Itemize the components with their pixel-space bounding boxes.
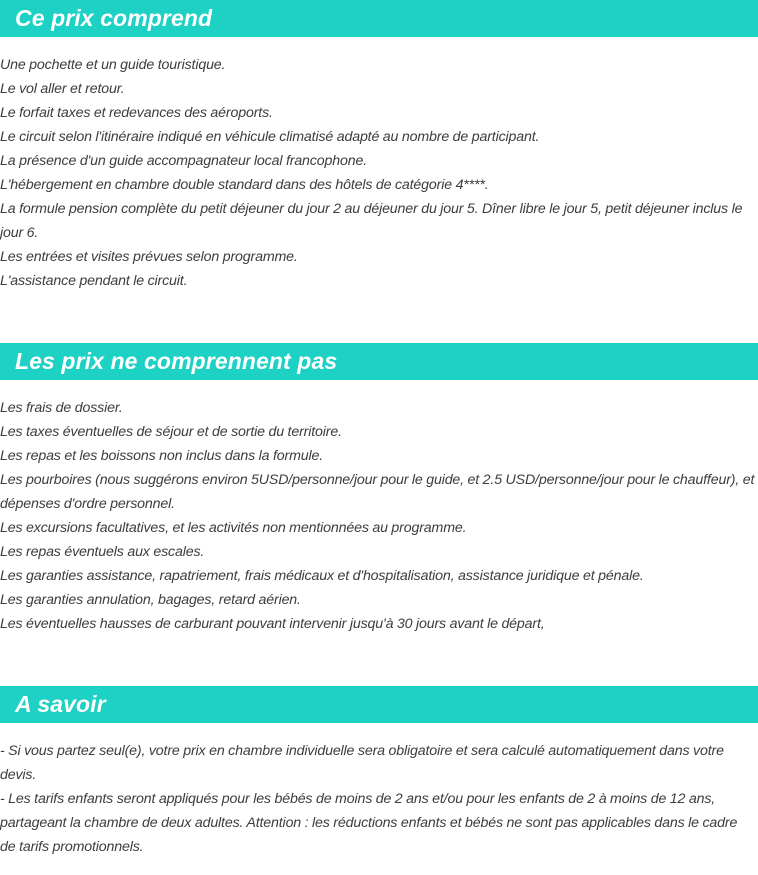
list-item: Les éventuelles hausses de carburant pouvant intervenir jusqu'à 30 jours avant le départ, <box>0 616 545 632</box>
list-item: Les repas et les boissons non inclus dans la formule. <box>0 448 324 464</box>
list-item: Le vol aller et retour. <box>0 81 125 97</box>
list-item: Les repas éventuels aux escales. <box>0 544 205 560</box>
section-list <box>0 396 758 636</box>
list-item: Les garanties assistance, rapatriement, frais médicaux et d'hospitalisation, assistance juridique et pénale. <box>0 568 644 584</box>
list-item: Les pourboires (nous suggérons environ 5USD/personne/jour pour le guide, et 2.5 USD/personne/jour pour le chauffeur), et dépenses d'ordre personnel. <box>0 472 755 512</box>
section-title: A savoir <box>15 691 106 717</box>
list-item: Le circuit selon l'itinéraire indiqué en véhicule climatisé adapté au nombre de participant. <box>0 129 540 145</box>
list-item: Le forfait taxes et redevances des aéroports. <box>0 105 273 121</box>
section-header-band <box>0 343 758 380</box>
list-item: Les excursions facultatives, et les activités non mentionnées au programme. <box>0 520 467 536</box>
section-price-excludes <box>0 343 758 636</box>
section-good-to-know <box>0 686 758 859</box>
list-item: Les garanties annulation, bagages, retard aérien. <box>0 592 301 608</box>
section-list <box>0 53 758 293</box>
list-item: L'hébergement en chambre double standard dans des hôtels de catégorie 4****. <box>0 177 489 193</box>
list-item: Les entrées et visites prévues selon programme. <box>0 249 298 265</box>
list-item: - Si vous partez seul(e), votre prix en chambre individuelle sera obligatoire et sera calculé automatiquement dans votre devis. <box>0 743 724 783</box>
list-item: Les taxes éventuelles de séjour et de sortie du territoire. <box>0 424 342 440</box>
section-title: Ce prix comprend <box>15 5 213 31</box>
list-item: Les frais de dossier. <box>0 400 123 416</box>
list-item: La présence d'un guide accompagnateur local francophone. <box>0 153 367 169</box>
list-item: Une pochette et un guide touristique. <box>0 57 226 73</box>
section-title: Les prix ne comprennent pas <box>15 348 338 374</box>
list-item: La formule pension complète du petit déjeuner du jour 2 au déjeuner du jour 5. Dîner libre le jour 5, petit déjeuner inclus le jour 6. <box>0 201 743 241</box>
section-header-band <box>0 686 758 723</box>
list-item: - Les tarifs enfants seront appliqués pour les bébés de moins de 2 ans et/ou pour les enfants de 2 à moins de 12 ans, partageant la chambre de deux adultes. Attention : les réductions enfants et bébés ne sont pas applicables dans le cadre de tarifs promotionnels. <box>0 791 738 855</box>
section-header-band <box>0 0 758 37</box>
section-price-includes <box>0 0 758 293</box>
section-list <box>0 739 758 859</box>
list-item: L'assistance pendant le circuit. <box>0 273 188 289</box>
